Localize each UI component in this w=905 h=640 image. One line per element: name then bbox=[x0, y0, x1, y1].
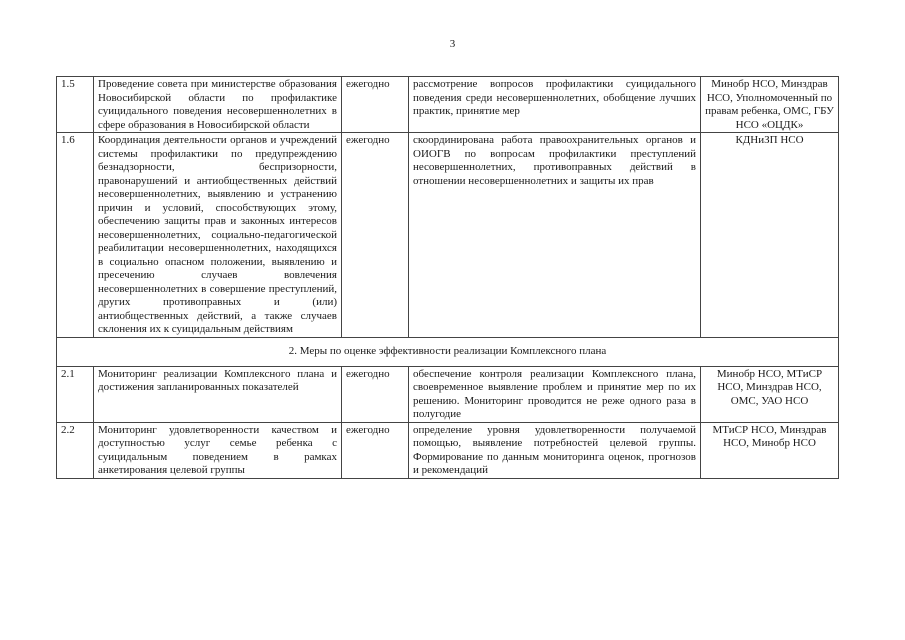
period-text: ежегодно bbox=[342, 133, 409, 338]
row-number: 1.6 bbox=[57, 133, 94, 338]
responsible-text: Минобр НСО, МТиСР НСО, Минздрав НСО, ОМС, УАО НСО bbox=[701, 366, 839, 422]
measure-text: Мониторинг реализации Комплексного плана и достижения запланированных показателей bbox=[94, 366, 342, 422]
measure-text: Мониторинг удовлетворенности качеством и доступностью услуг семье ребенка с суицидальным поведением в рамках анкетирования целевой группы bbox=[94, 422, 342, 478]
row-number: 1.5 bbox=[57, 77, 94, 133]
section-title: 2. Меры по оценке эффективности реализации Комплексного плана bbox=[57, 337, 839, 366]
measure-text: Проведение совета при министерстве образования Новосибирской области по профилактике суицидального поведения несовершеннолетних в сфере образования в Новосибирской области bbox=[94, 77, 342, 133]
measures-table bbox=[56, 76, 839, 479]
page-number: 3 bbox=[449, 38, 456, 50]
table-row bbox=[57, 133, 839, 338]
table-row bbox=[57, 422, 839, 478]
row-number: 2.2 bbox=[57, 422, 94, 478]
result-text: скоординирована работа правоохранительных органов и ОИОГВ по вопросам профилактики преступлений несовершеннолетних, противоправных действий в отношении несовершеннолетних и защиты их прав bbox=[409, 133, 701, 338]
period-text: ежегодно bbox=[342, 77, 409, 133]
row-number: 2.1 bbox=[57, 366, 94, 422]
period-text: ежегодно bbox=[342, 366, 409, 422]
table-row bbox=[57, 366, 839, 422]
responsible-text: МТиСР НСО, Минздрав НСО, Минобр НСО bbox=[701, 422, 839, 478]
section-row bbox=[57, 337, 839, 366]
period-text: ежегодно bbox=[342, 422, 409, 478]
table-row bbox=[57, 77, 839, 133]
result-text: определение уровня удовлетворенности получаемой помощью, выявление потребностей целевой группы. Формирование по данным мониторинга оценок, прогнозов и рекомендаций bbox=[409, 422, 701, 478]
measure-text: Координация деятельности органов и учреждений системы профилактики по предупреждению безнадзорности, беспризорности, правонарушений и антиобщественных действий несовершеннолетних, выявлению и устранению причин и условий, способствующих этому, обеспечению защиты прав и законных интересов несовершеннолетних, социально-педагогической реабилитации несовершеннолетних, находящихся в социально опасном положении, выявлению и пресечению случаев вовлечения несовершеннолетних в совершение преступлений, других противоправных и (или) антиобщественных действий, а также случаев склонения их к суицидальным действиям bbox=[94, 133, 342, 338]
result-text: обеспечение контроля реализации Комплексного плана, своевременное выявление проблем и принятие мер по их решению. Мониторинг проводится не реже одного раза в полугодие bbox=[409, 366, 701, 422]
result-text: рассмотрение вопросов профилактики суицидального поведения среди несовершеннолетних, обобщение лучших практик, принятие мер bbox=[409, 77, 701, 133]
responsible-text: Минобр НСО, Минздрав НСО, Уполномоченный по правам ребенка, ОМС, ГБУ НСО «ОЦДК» bbox=[701, 77, 839, 133]
responsible-text: КДНиЗП НСО bbox=[701, 133, 839, 338]
